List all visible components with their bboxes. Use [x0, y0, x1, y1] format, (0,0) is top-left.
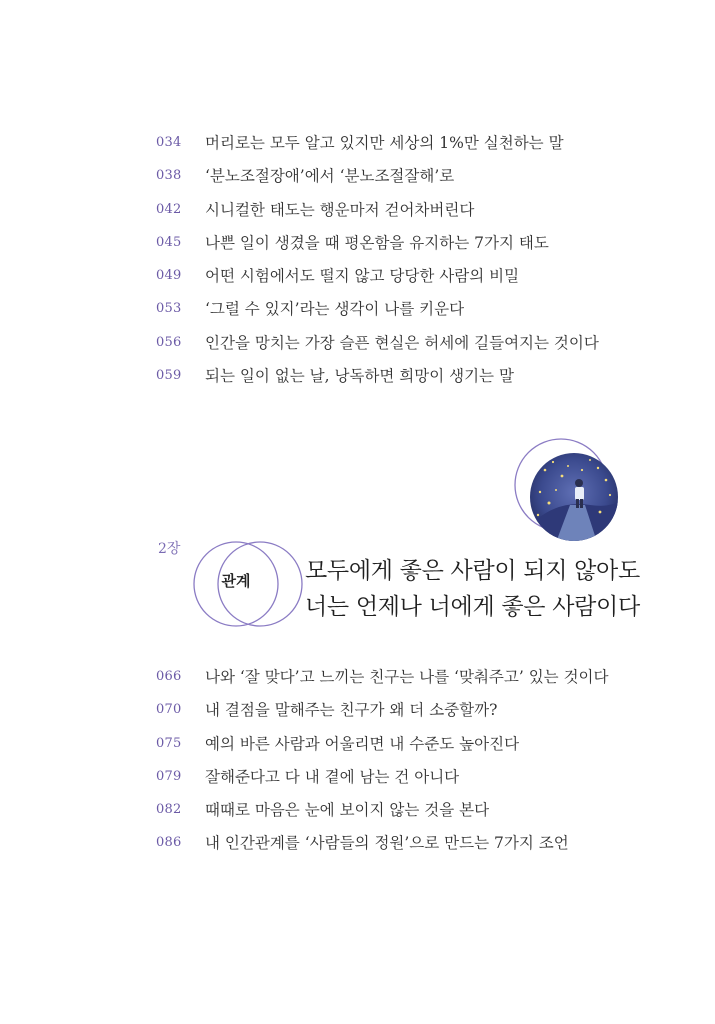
toc-entry[interactable] [0, 698, 715, 731]
toc-entry-title: 시니컬한 태도는 행운마저 걷어차버린다 [205, 200, 475, 219]
toc-page-number: 053 [156, 301, 182, 317]
chapter-title [305, 553, 640, 625]
toc-page-number: 066 [156, 669, 182, 684]
chapter-number: 2장 [158, 541, 181, 557]
chapter-title-line2: 너는 언제나 너에게 좋은 사람이다 [305, 594, 640, 620]
toc-page-number: 045 [156, 234, 182, 250]
toc-page-number: 042 [156, 201, 182, 217]
toc-page-number: 059 [156, 368, 182, 384]
toc-page-number: 038 [156, 168, 182, 184]
toc-entry[interactable] [0, 831, 715, 864]
toc-entry-title: ‘그럴 수 있지’라는 생각이 나를 키운다 [205, 300, 465, 319]
toc-entry[interactable] [0, 765, 715, 798]
chapter-title-line1: 모두에게 좋은 사람이 되지 않아도 [305, 558, 640, 584]
toc-page-number: 075 [156, 735, 182, 751]
toc-page-number: 070 [156, 702, 182, 718]
toc-page-number: 079 [156, 768, 182, 784]
toc-entry[interactable] [0, 665, 715, 698]
night-stairs-illustration [528, 451, 620, 545]
toc-page-number: 086 [156, 835, 182, 851]
toc-entry-title: 나와 ‘잘 맞다’고 느끼는 친구는 나를 ‘맞춰주고’ 있는 것이다 [205, 668, 609, 686]
toc-entry-title: ‘분노조절장애’에서 ‘분노조절잘해’로 [205, 167, 455, 186]
toc-entry-title: 머리로는 모두 알고 있지만 세상의 1%만 실천하는 말 [205, 134, 564, 152]
toc-page-number: 056 [156, 334, 182, 350]
toc-entry-title: 잘해준다고 다 내 곁에 남는 건 아니다 [205, 767, 460, 786]
toc-page-number: 082 [156, 802, 182, 818]
toc-page-number: 034 [156, 135, 182, 150]
toc-entry-title: 어떤 시험에서도 떨지 않고 당당한 사람의 비밀 [205, 267, 520, 286]
toc-entry[interactable] [0, 732, 715, 765]
toc-entry-title: 내 인간관계를 ‘사람들의 정원’으로 만드는 7가지 조언 [205, 834, 569, 853]
toc-entry-title: 나쁜 일이 생겼을 때 평온함을 유지하는 7가지 태도 [205, 233, 549, 252]
toc-entry[interactable] [0, 798, 715, 831]
toc-entry-title: 되는 일이 없는 날, 낭독하면 희망이 생기는 말 [205, 367, 514, 386]
toc-entry-title: 때때로 마음은 눈에 보이지 않는 것을 본다 [205, 801, 490, 820]
chapter-name: 관계 [221, 572, 251, 590]
toc-entry-title: 인간을 망치는 가장 슬픈 현실은 허세에 길들여지는 것이다 [205, 333, 599, 352]
toc-page-number: 049 [156, 268, 182, 284]
toc-entry-title: 내 결점을 말해주는 친구가 왜 더 소중할까? [205, 701, 498, 720]
toc-list-part2 [0, 665, 715, 865]
toc-entry-title: 예의 바른 사람과 어울리면 내 수준도 높아진다 [205, 734, 520, 753]
